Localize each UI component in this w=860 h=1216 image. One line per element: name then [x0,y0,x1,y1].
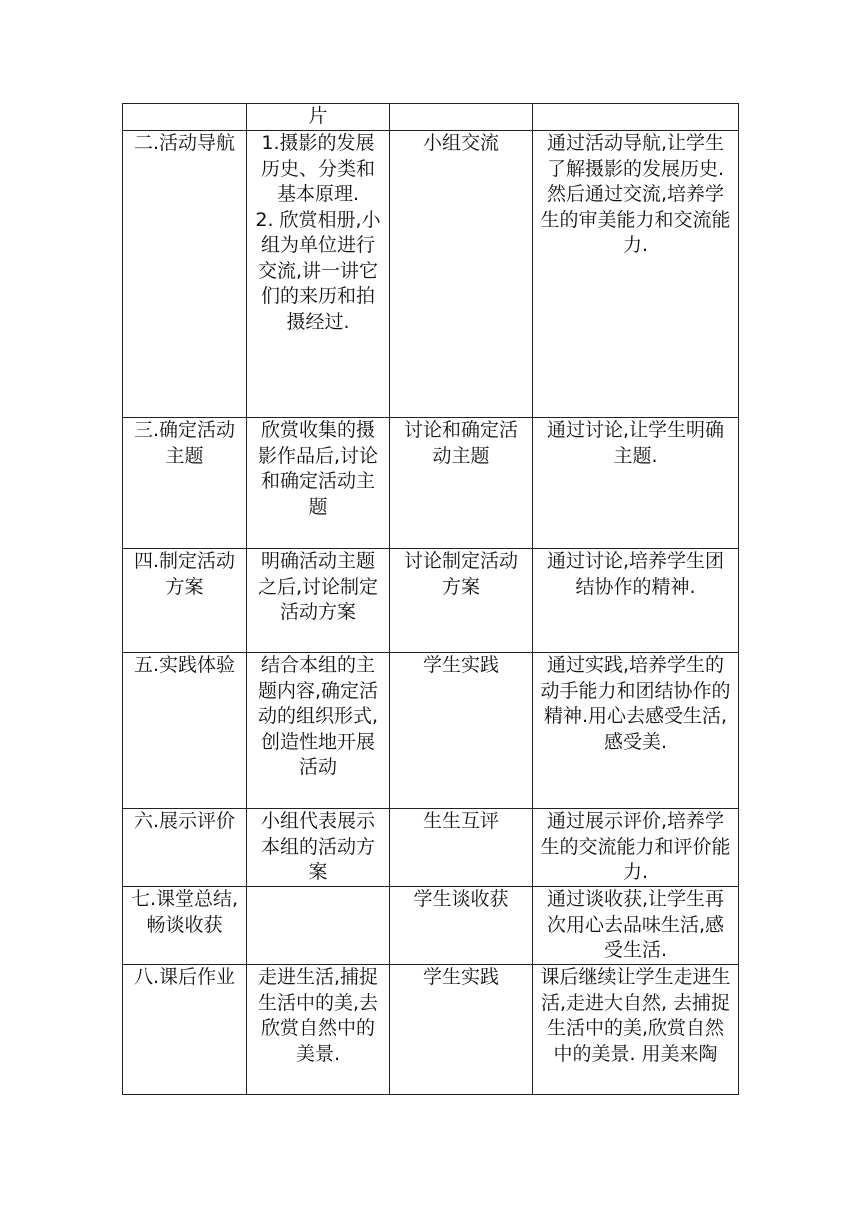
stage-cell: 六.展示评价 [123,809,247,887]
content-cell: 结合本组的主题内容,确定活动的组织形式,创造性地开展活动 [247,653,390,809]
content-cell: 1.摄影的发展历史、分类和基本原理. 2. 欣赏相册,小组为单位进行交流,讲一讲它们的来历和拍摄经过. [247,131,390,418]
method-cell [390,104,533,131]
purpose-cell: 通过讨论,培养学生团结协作的精神. [533,549,739,653]
method-cell: 讨论和确定活动主题 [390,418,533,549]
purpose-cell: 通过谈收获,让学生再次用心去品味生活,感受生活. [533,887,739,965]
content-cell: 片 [247,104,390,131]
method-cell: 讨论制定活动方案 [390,549,533,653]
table-row [123,809,739,887]
method-cell: 学生实践 [390,965,533,1095]
content-cell: 欣赏收集的摄影作品后,讨论和确定活动主题 [247,418,390,549]
stage-cell: 二.活动导航 [123,131,247,418]
stage-cell: 三.确定活动主题 [123,418,247,549]
content-cell: 走进生活,捕捉生活中的美,去欣赏自然中的美景. [247,965,390,1095]
purpose-cell [533,104,739,131]
lesson-plan-table [122,103,739,1095]
purpose-cell: 通过活动导航,让学生了解摄影的发展历史.然后通过交流,培养学生的审美能力和交流能力. [533,131,739,418]
table-row [123,131,739,418]
content-cell [247,887,390,965]
stage-cell: 四.制定活动方案 [123,549,247,653]
purpose-cell: 通过讨论,让学生明确主题. [533,418,739,549]
method-cell: 学生谈收获 [390,887,533,965]
method-cell: 学生实践 [390,653,533,809]
table-row [123,104,739,131]
stage-cell: 八.课后作业 [123,965,247,1095]
stage-cell: 五.实践体验 [123,653,247,809]
table-row [123,549,739,653]
method-cell: 生生互评 [390,809,533,887]
table-row [123,418,739,549]
stage-cell [123,104,247,131]
content-cell: 小组代表展示本组的活动方案 [247,809,390,887]
table-row [123,653,739,809]
purpose-cell: 通过实践,培养学生的动手能力和团结协作的精神.用心去感受生活,感受美. [533,653,739,809]
content-cell: 明确活动主题之后,讨论制定活动方案 [247,549,390,653]
table-row [123,965,739,1095]
stage-cell: 七.课堂总结,畅谈收获 [123,887,247,965]
method-cell: 小组交流 [390,131,533,418]
purpose-cell: 课后继续让学生走进生活,走进大自然, 去捕捉生活中的美,欣赏自然中的美景. 用美来陶 [533,965,739,1095]
table-row [123,887,739,965]
purpose-cell: 通过展示评价,培养学生的交流能力和评价能力. [533,809,739,887]
